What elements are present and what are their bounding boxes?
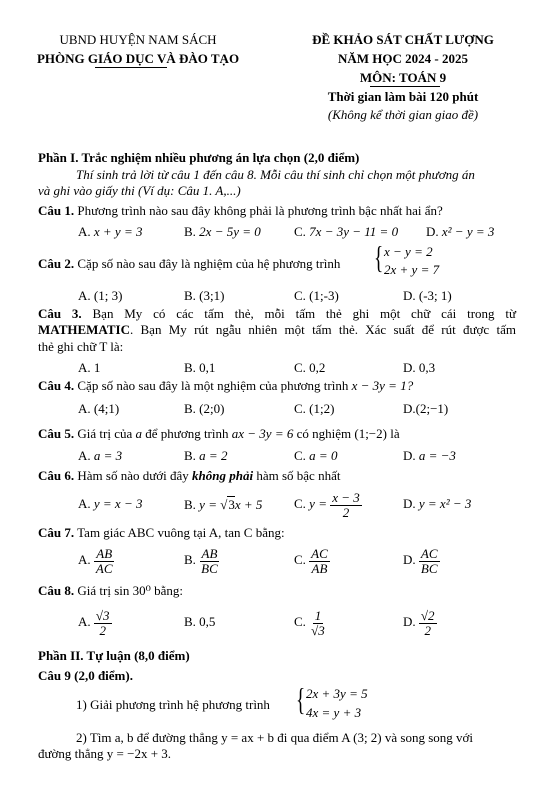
q4-option-a xyxy=(78,401,119,416)
subject: MÔN: TOÁN 9 xyxy=(359,70,447,85)
subject-underline xyxy=(370,86,440,87)
question-label: Câu 4. xyxy=(38,378,75,393)
q2-option-b: B. (3;1) xyxy=(184,288,225,303)
time-limit: Thời gian làm bài 120 phút xyxy=(327,89,479,104)
equation-1: 2x + 3y = 5 xyxy=(306,686,368,701)
option-letter: C. xyxy=(294,448,306,463)
option-value: a = 2 xyxy=(199,448,228,463)
question-text: Cặp số nào sau đây là một nghiệm của phương trình xyxy=(77,378,349,393)
fraction xyxy=(94,609,112,638)
question-9-part-1: 1) Giải phương trình hệ phương trình xyxy=(76,697,270,712)
fraction xyxy=(199,547,220,576)
question-text: . Bạn My rút ngẫu nhiên một tấm thẻ. Xác suất để rút được tấm xyxy=(129,322,516,337)
option-value: (2;0) xyxy=(199,401,225,416)
option-letter: C. xyxy=(294,224,306,239)
fraction xyxy=(309,547,330,576)
q1-option-c xyxy=(294,224,398,239)
q7-option-d xyxy=(403,544,440,576)
option-value: 0,5 xyxy=(199,614,216,629)
option-letter: A. xyxy=(78,401,91,416)
option-letter: A. xyxy=(78,614,91,629)
option-value: (4;1) xyxy=(93,401,120,416)
numerator: √2 xyxy=(420,607,435,623)
option-letter: A. xyxy=(78,224,91,239)
q8-option-a xyxy=(78,606,112,638)
fraction xyxy=(94,547,115,576)
part1-instruction-1: Thí sinh trả lời từ câu 1 đến câu 8. Mỗi câu thí sinh chỉ chọn một phương án xyxy=(76,167,475,182)
denominator: BC xyxy=(420,560,438,576)
question-label: Câu 5. xyxy=(38,426,75,441)
question-9-part-2-cont: đường thẳng y = −2x + 3. xyxy=(38,746,172,761)
question-7 xyxy=(38,525,285,540)
q3-option-b: B. 0,1 xyxy=(184,360,216,375)
q7-option-a xyxy=(78,544,115,576)
exam-title: ĐỀ KHẢO SÁT CHẤT LƯỢNG xyxy=(312,32,494,47)
q2-option-c: C. (1;-3) xyxy=(294,288,339,303)
q1-option-b xyxy=(184,224,261,239)
question-label: Câu 7. xyxy=(38,525,75,540)
question-8 xyxy=(38,583,183,598)
question-1 xyxy=(38,203,443,218)
question-text: để phương trình xyxy=(145,426,229,441)
equation-2: 4x = y + 3 xyxy=(306,705,362,720)
denominator: AB xyxy=(311,560,328,576)
emphasis: không phải xyxy=(192,468,254,483)
option-letter: A. xyxy=(78,496,91,511)
fraction xyxy=(330,491,362,520)
q5-option-d xyxy=(403,448,456,463)
question-label: Câu 8. xyxy=(38,583,75,598)
q6-option-c xyxy=(294,488,362,520)
question-9-title: Câu 9 (2,0 điểm). xyxy=(38,668,133,683)
option-letter: C. xyxy=(294,552,306,567)
question-label: Câu 3. xyxy=(38,306,82,321)
question-label: Câu 6. xyxy=(38,468,75,483)
equation: ax − 3y = 6 xyxy=(231,426,294,441)
fraction xyxy=(309,609,327,638)
variable: a xyxy=(135,426,142,441)
question-label: Câu 1. xyxy=(38,203,75,218)
numerator: AB xyxy=(96,545,113,561)
question-3-line-2 xyxy=(38,322,516,337)
option-value: (1;2) xyxy=(309,401,335,416)
q3-option-a: A. 1 xyxy=(78,360,101,375)
denominator: 2 xyxy=(99,622,106,638)
equation-2: 2x + y = 7 xyxy=(384,262,440,277)
question-text: Phương trình nào sau đây không phải là phương trình bậc nhất hai ẩn? xyxy=(77,203,443,218)
question-text: Giá trị sin 30⁰ bằng: xyxy=(77,583,183,598)
option-value: a = −3 xyxy=(418,448,456,463)
option-letter: D. xyxy=(403,552,416,567)
q2-option-a: A. (1; 3) xyxy=(78,288,123,303)
denominator: AC xyxy=(95,560,113,576)
part2-title: Phần II. Tự luận (8,0 điểm) xyxy=(38,648,190,663)
question-text: là xyxy=(390,426,400,441)
question-3 xyxy=(38,306,516,321)
q2-option-d: D. (-3; 1) xyxy=(403,288,452,303)
q8-option-b xyxy=(184,614,215,629)
option-letter: C. xyxy=(294,614,306,629)
option-value: x² − y = 3 xyxy=(441,224,495,239)
option-letter: A. xyxy=(78,448,91,463)
numerator: x − 3 xyxy=(332,489,360,505)
numerator: AC xyxy=(311,545,328,561)
option-letter: D. xyxy=(403,401,416,416)
numerator: √3 xyxy=(95,607,110,623)
q5-option-a xyxy=(78,448,122,463)
q8-option-c xyxy=(294,606,327,638)
header-underline xyxy=(95,67,167,68)
option-letter: D. xyxy=(403,614,416,629)
question-text: Bạn My có các tấm thẻ, mỗi tấm thẻ ghi một chữ cái trong từ xyxy=(92,306,516,321)
numerator: AB xyxy=(201,545,218,561)
option-value: 7x − 3y − 11 = 0 xyxy=(309,224,399,239)
option-value: y = x − 3 xyxy=(93,496,143,511)
q1-option-a xyxy=(78,224,142,239)
question-6 xyxy=(38,468,340,483)
time-note: (Không kể thời gian giao đề) xyxy=(327,107,479,122)
school-year: NĂM HỌC 2024 - 2025 xyxy=(338,51,468,66)
question-3-line-3: thẻ ghi chữ T là: xyxy=(38,339,124,354)
part1-instruction-2: và ghi vào giấy thi (Ví dụ: Câu 1. A,...) xyxy=(38,183,241,198)
option-value: x + y = 3 xyxy=(93,224,143,239)
option-letter: B. xyxy=(184,552,196,567)
q3-option-c: C. 0,2 xyxy=(294,360,326,375)
fraction xyxy=(419,547,440,576)
option-value: y = x² − 3 xyxy=(418,496,472,511)
option-letter: C. xyxy=(294,401,306,416)
q4-option-c xyxy=(294,401,334,416)
question-label: Câu 2. xyxy=(38,256,75,271)
q5-option-b xyxy=(184,448,227,463)
option-value: (2;−1) xyxy=(415,401,449,416)
option-letter: B. xyxy=(184,401,196,416)
question-4 xyxy=(38,378,413,393)
option-letter: A. xyxy=(78,552,91,567)
option-letter: B. xyxy=(184,448,196,463)
q8-option-d xyxy=(403,606,437,638)
option-value: 2x − 5y = 0 xyxy=(199,224,261,239)
question-text: có nghiệm xyxy=(296,426,352,441)
option-value: a = 3 xyxy=(93,448,123,463)
option-letter: D. xyxy=(403,496,416,511)
option-value: y = xyxy=(199,497,221,512)
question-text: Tam giác ABC vuông tại A, tan C bằng: xyxy=(77,525,285,540)
denominator: BC xyxy=(201,560,218,576)
question-text: hàm số bậc nhất xyxy=(256,468,341,483)
q4-option-b xyxy=(184,401,224,416)
option-value: y = xyxy=(309,496,331,511)
q7-option-c xyxy=(294,544,330,576)
question-2 xyxy=(38,256,340,271)
q3-option-d: D. 0,3 xyxy=(403,360,436,375)
q1-option-d xyxy=(426,224,494,239)
option-letter: B. xyxy=(184,224,196,239)
option-letter: D. xyxy=(403,448,416,463)
denominator: 2 xyxy=(424,622,431,638)
point: (1;−2) xyxy=(354,426,387,441)
q7-option-b xyxy=(184,544,220,576)
numerator: 1 xyxy=(314,607,322,623)
keyword: MATHEMATIC xyxy=(38,322,130,337)
option-letter: D. xyxy=(426,224,439,239)
q6-option-a xyxy=(78,496,142,511)
option-letter: B. xyxy=(184,497,196,512)
option-value: x + 5 xyxy=(234,497,263,512)
brace: { xyxy=(374,239,384,275)
q6-option-d xyxy=(403,496,471,511)
q6-option-b: B. y = √3x + 5 xyxy=(184,497,263,512)
denominator: 2 xyxy=(342,504,350,520)
option-letter: B. xyxy=(184,614,196,629)
option-value: a = 0 xyxy=(309,448,338,463)
question-text: Cặp số nào sau đây là nghiệm của hệ phương trình xyxy=(77,256,341,271)
question-9-part-2: 2) Tìm a, b để đường thẳng y = ax + b đi qua điểm A (3; 2) và song song với xyxy=(76,730,474,745)
fraction xyxy=(419,609,437,638)
question-text: Giá trị của xyxy=(77,426,133,441)
q5-option-c xyxy=(294,448,337,463)
denominator: √3 xyxy=(311,622,325,638)
radicand: 3 xyxy=(228,497,235,512)
equation-1: x − y = 2 xyxy=(384,244,433,259)
question-5 xyxy=(38,426,400,441)
question-text: Hàm số nào dưới đây xyxy=(77,468,189,483)
q4-option-d xyxy=(403,401,448,416)
numerator: AC xyxy=(420,545,438,561)
equation: x − 3y = 1? xyxy=(351,378,414,393)
department-name: UBND HUYỆN NAM SÁCH xyxy=(59,32,217,47)
brace: { xyxy=(296,681,306,717)
option-letter: C. xyxy=(294,496,306,511)
part1-title: Phần I. Trắc nghiệm nhiều phương án lựa chọn (2,0 điểm) xyxy=(38,150,360,165)
office-name: PHÒNG GIÁO DỤC VÀ ĐÀO TẠO xyxy=(36,51,240,66)
